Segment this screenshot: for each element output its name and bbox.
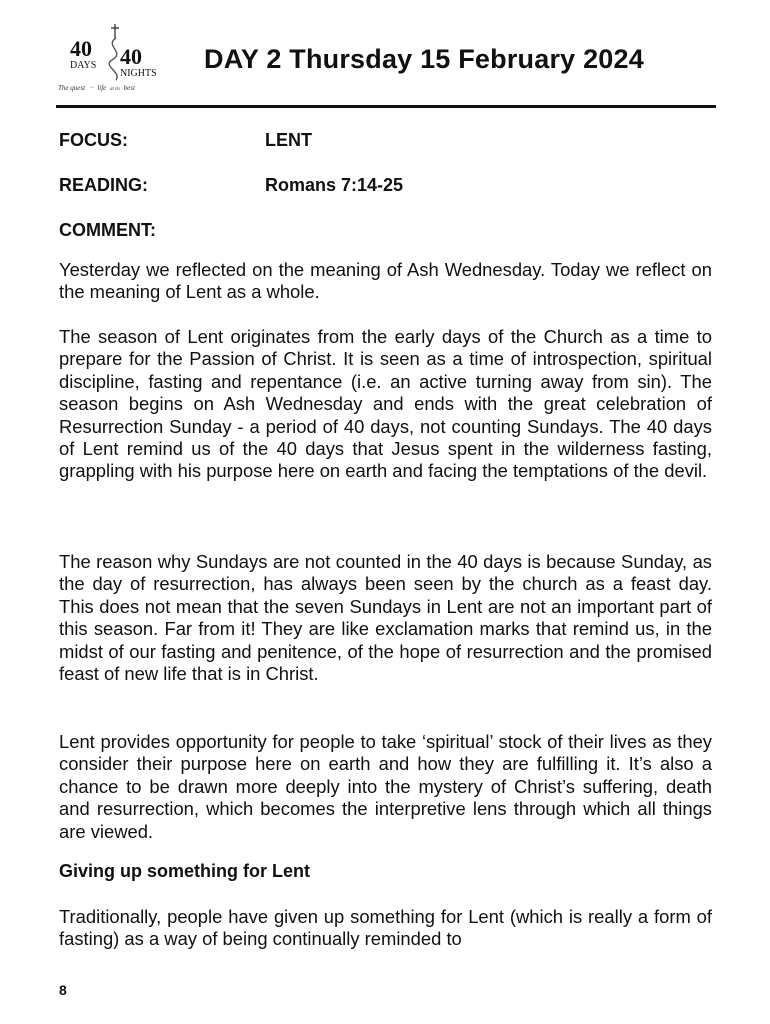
- page-number: 8: [59, 982, 67, 998]
- header-divider: [56, 105, 716, 108]
- logo-tagline-part: life: [97, 84, 107, 92]
- logo-tagline-part: best: [123, 84, 135, 92]
- logo-tagline-part: ~: [89, 84, 94, 92]
- reading-label: READING:: [59, 175, 148, 195]
- logo-tagline-part: The quest: [58, 84, 86, 92]
- focus-row: [59, 130, 312, 151]
- reading-value: Romans 7:14-25: [265, 175, 404, 195]
- logo-nights-count: 40: [120, 44, 142, 69]
- logo-tagline-part: at its: [110, 87, 120, 92]
- focus-value: LENT: [265, 130, 312, 150]
- logo-days-count: 40: [70, 36, 92, 61]
- swirl-path-icon: [109, 38, 117, 80]
- paragraph: The reason why Sundays are not counted in the 40 days is because Sunday, as the day of resurrection, has always been seen by the church as a feast day. This does not mean that the seven Sundays in Lent are not an important part of this season. Far from it! They are like exclamation marks that remind us, in the midst of our fasting and penitence, of the hope of resurrection and the promised feast of new life that is in Christ.: [59, 551, 712, 685]
- paragraph: Lent provides opportunity for people to take ‘spiritual’ stock of their lives as they consider their purpose here on earth and how they are fulfilling it. It’s also a chance to be drawn more deeply into the mystery of Christ’s suffering, death and resurrection, which becomes the interpretive lens through which all things are viewed.: [59, 731, 712, 842]
- paragraph: The season of Lent originates from the early days of the Church as a time to prepare for the Passion of Christ. It is seen as a time of introspection, spiritual discipline, fasting and repentance (i.e. an active turning away from sin). The season begins on Ash Wednesday and ends with the great celebration of Resurrection Sunday - a period of 40 days, not counting Sundays. The 40 days of Lent remind us of the 40 days that Jesus spent in the wilderness fasting, grappling with his purpose here on earth and facing the temptations of the devil.: [59, 326, 712, 482]
- logo-days-word: DAYS: [70, 60, 97, 71]
- paragraph: Yesterday we reflected on the meaning of Ash Wednesday. Today we reflect on the meaning of Lent as a whole.: [59, 259, 712, 303]
- section-heading: Giving up something for Lent: [59, 861, 310, 881]
- reading-row: [59, 175, 404, 196]
- comment-label: COMMENT:: [59, 220, 156, 240]
- paragraph: Traditionally, people have given up something for Lent (which is really a form of fasting) as a way of being continually reminded to: [59, 906, 712, 950]
- logo-40-days-40-nights: [56, 22, 172, 96]
- logo-graphic: [56, 22, 172, 96]
- focus-label: FOCUS:: [59, 130, 128, 150]
- logo-nights-word: NIGHTS: [120, 68, 157, 79]
- logo-tagline: [58, 84, 136, 92]
- page-title: DAY 2 Thursday 15 February 2024: [204, 44, 644, 74]
